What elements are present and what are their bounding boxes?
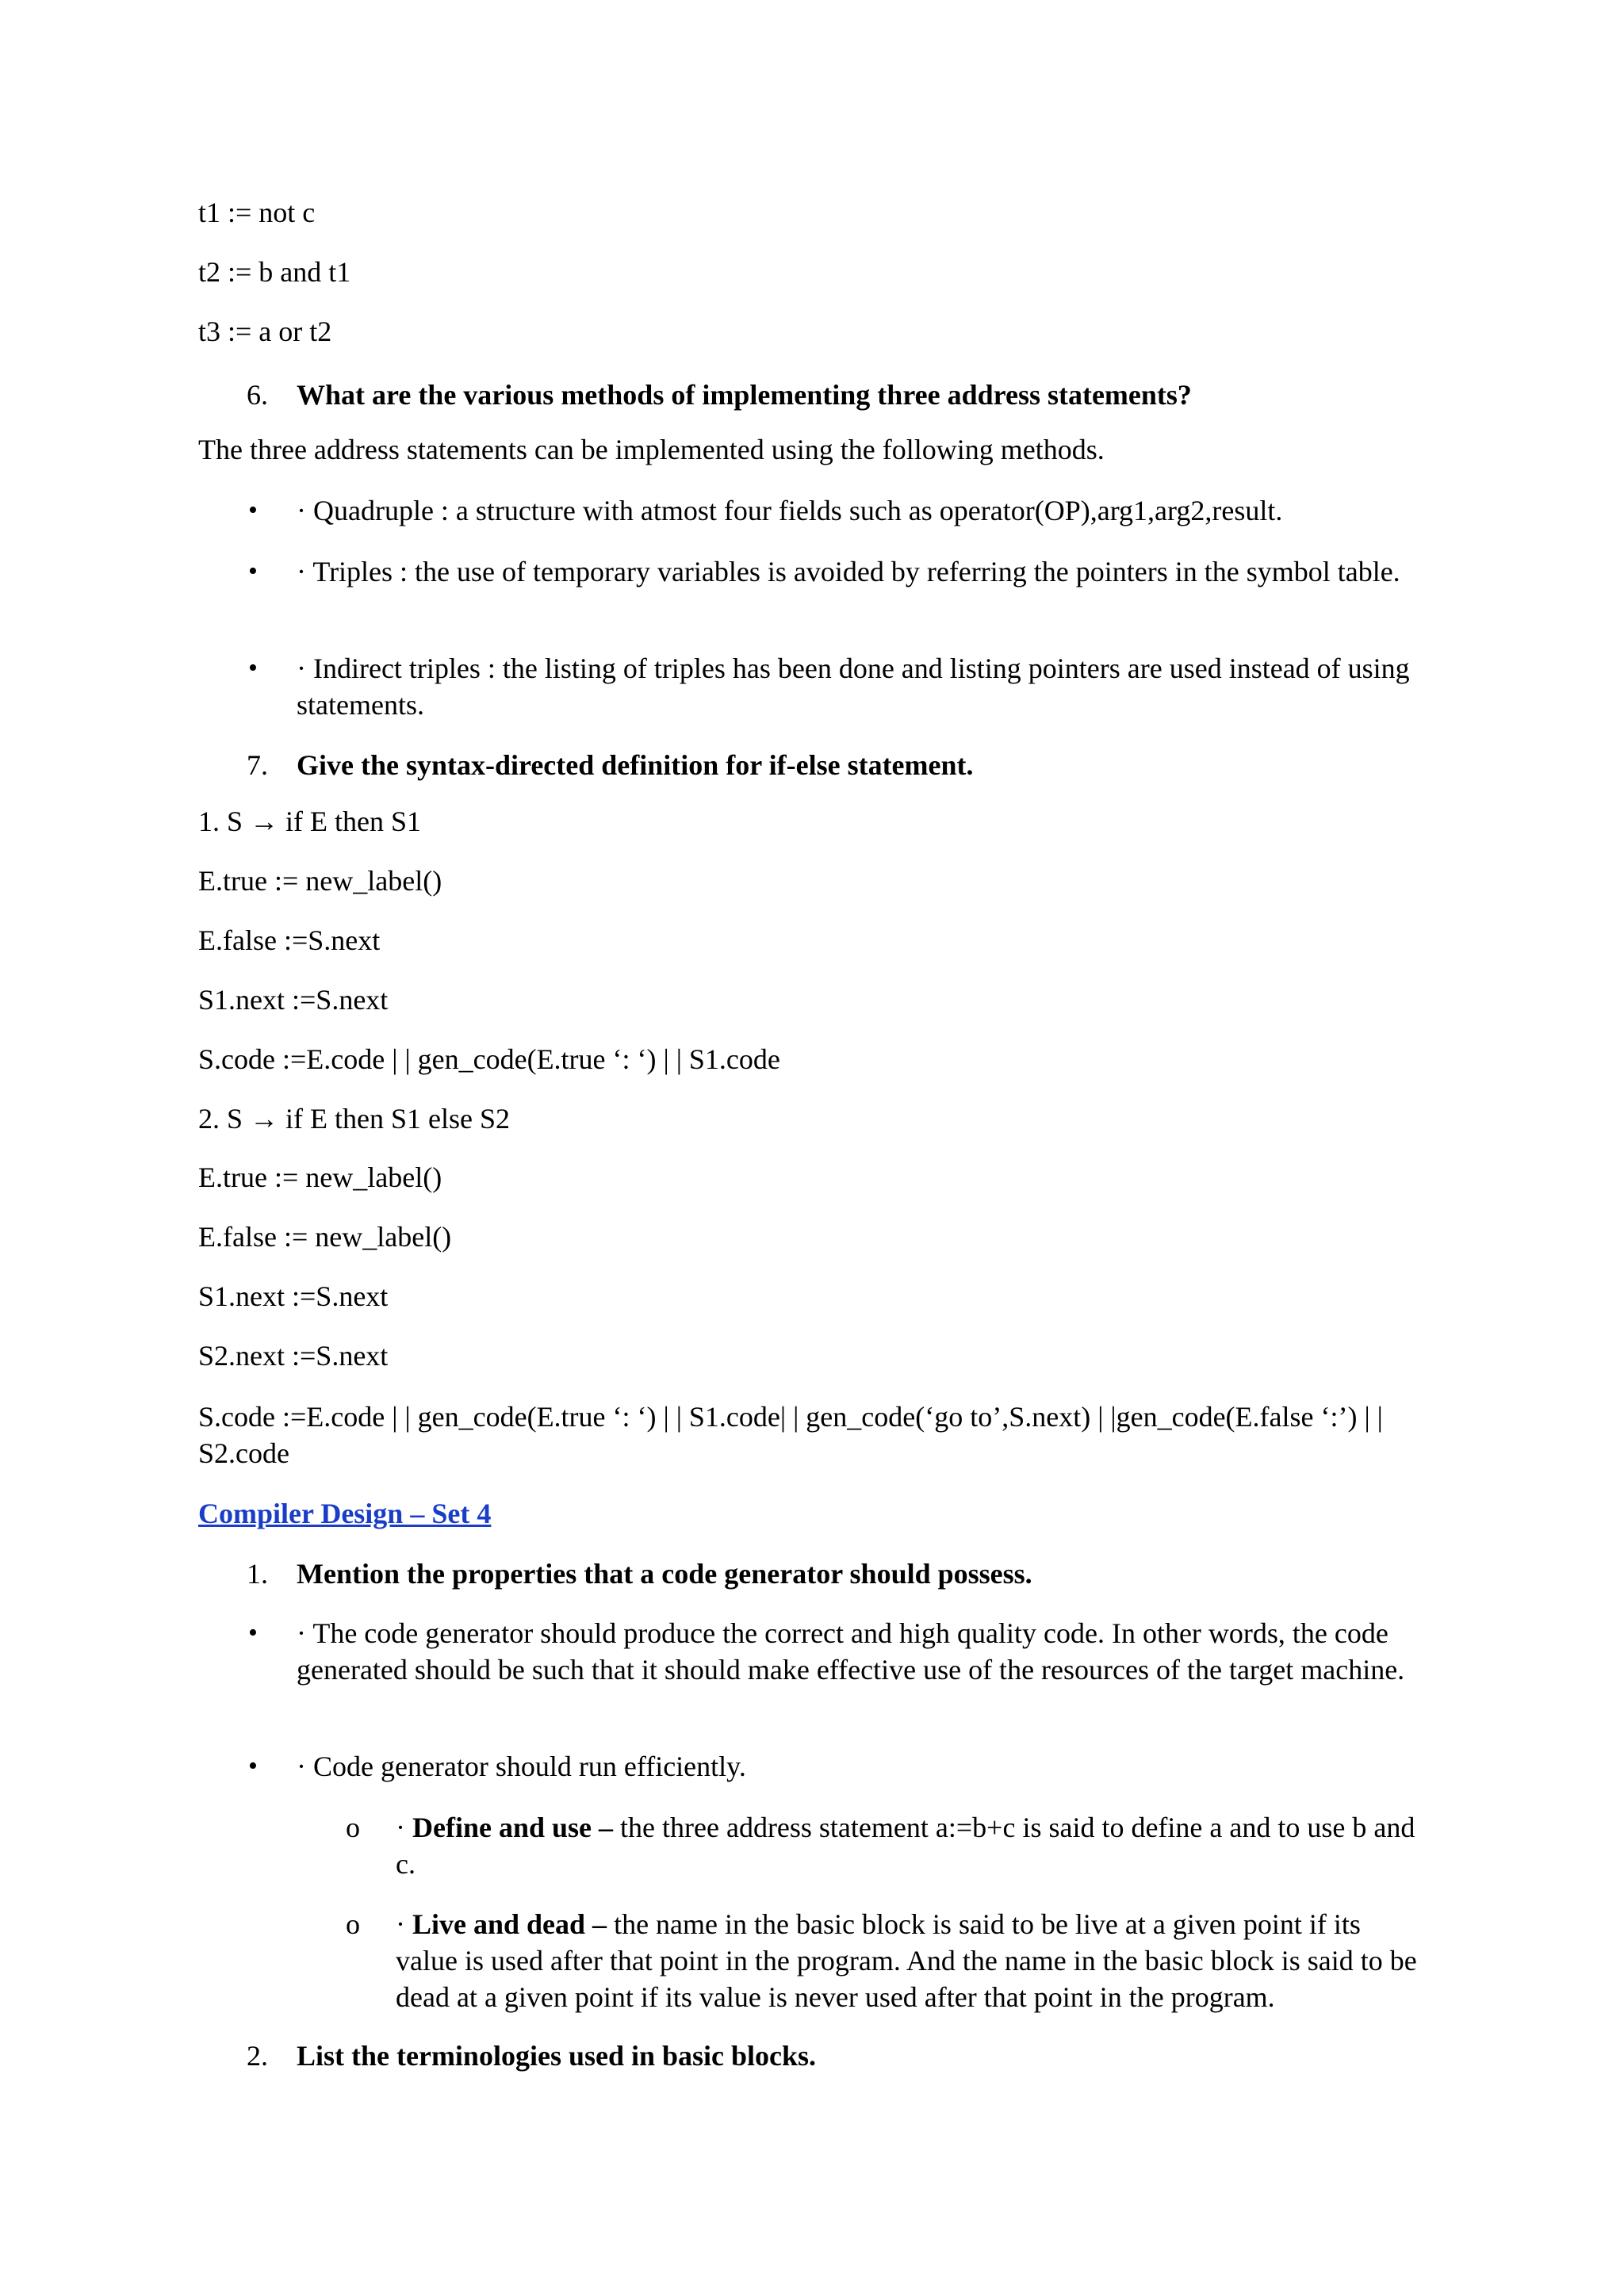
bullet-icon: •	[248, 653, 258, 683]
code-line: E.true := new_label()	[198, 1161, 442, 1193]
question-heading: List the terminologies used in basic blocks.	[297, 2040, 817, 2072]
question-number: 7.	[247, 749, 268, 781]
sub-list-item: · Define and use – the three address statement a:=b+c is said to define a and to use b and c.	[396, 1812, 1415, 1880]
code-line: E.false :=S.next	[198, 924, 381, 956]
question-heading: Give the syntax-directed definition for if-else statement.	[297, 749, 974, 781]
paragraph: The three address statements can be implemented using the following methods.	[198, 434, 1105, 465]
list-item: · Quadruple : a structure with atmost four fields such as operator(OP),arg1,arg2,result.	[297, 495, 1283, 526]
code-line: S1.next :=S.next	[198, 984, 389, 1016]
code-line: S.code :=E.code | | gen_code(E.true ‘: ‘) | | S1.code| | gen_code(‘go to’,S.next) | |gen_code(E.false ‘:’) | | S2.code	[198, 1401, 1383, 1469]
question-number: 2.	[247, 2040, 268, 2072]
code-line: 1. S → if E then S1	[198, 806, 422, 837]
list-item: · Triples : the use of temporary variables is avoided by referring the pointers in the symbol table.	[297, 556, 1400, 587]
list-item: · Code generator should run efficiently.	[297, 1751, 746, 1782]
code-line: E.false := new_label()	[198, 1221, 452, 1253]
sub-bullet-marker: o	[346, 1812, 360, 1843]
code-line: S1.next :=S.next	[198, 1280, 389, 1312]
list-item: · The code generator should produce the correct and high quality code. In other words, the code generated should be such that it should make effective use of the resources of the target machine.	[297, 1617, 1405, 1686]
code-line: t1 := not c	[198, 197, 316, 228]
sub-list-item: · Live and dead – the name in the basic block is said to be live at a given point if its value is used after that point in the program. And the name in the basic block is said to be dead at a given point if its value is never used after that point in the program.	[396, 1908, 1417, 2013]
question-number: 6.	[247, 379, 268, 411]
code-line: S2.next :=S.next	[198, 1340, 389, 1372]
code-line: 2. S → if E then S1 else S2	[198, 1103, 510, 1135]
question-heading: Mention the properties that a code generator should possess.	[297, 1558, 1032, 1590]
code-line: S.code :=E.code | | gen_code(E.true ‘: ‘) | | S1.code	[198, 1043, 780, 1075]
bullet-icon: •	[248, 1751, 258, 1781]
bullet-icon: •	[248, 1618, 258, 1647]
question-heading: What are the various methods of implementing three address statements?	[297, 379, 1192, 411]
code-line: t3 := a or t2	[198, 316, 332, 347]
sub-bullet-marker: o	[346, 1908, 360, 1940]
question-number: 1.	[247, 1558, 268, 1590]
set-link[interactable]: Compiler Design – Set 4	[198, 1498, 492, 1529]
list-item: · Indirect triples : the listing of triples has been done and listing pointers are used instead of using statements.	[297, 652, 1410, 721]
bullet-icon: •	[248, 496, 258, 525]
code-line: E.true := new_label()	[198, 865, 442, 897]
bullet-icon: •	[248, 557, 258, 586]
code-line: t2 := b and t1	[198, 256, 351, 288]
